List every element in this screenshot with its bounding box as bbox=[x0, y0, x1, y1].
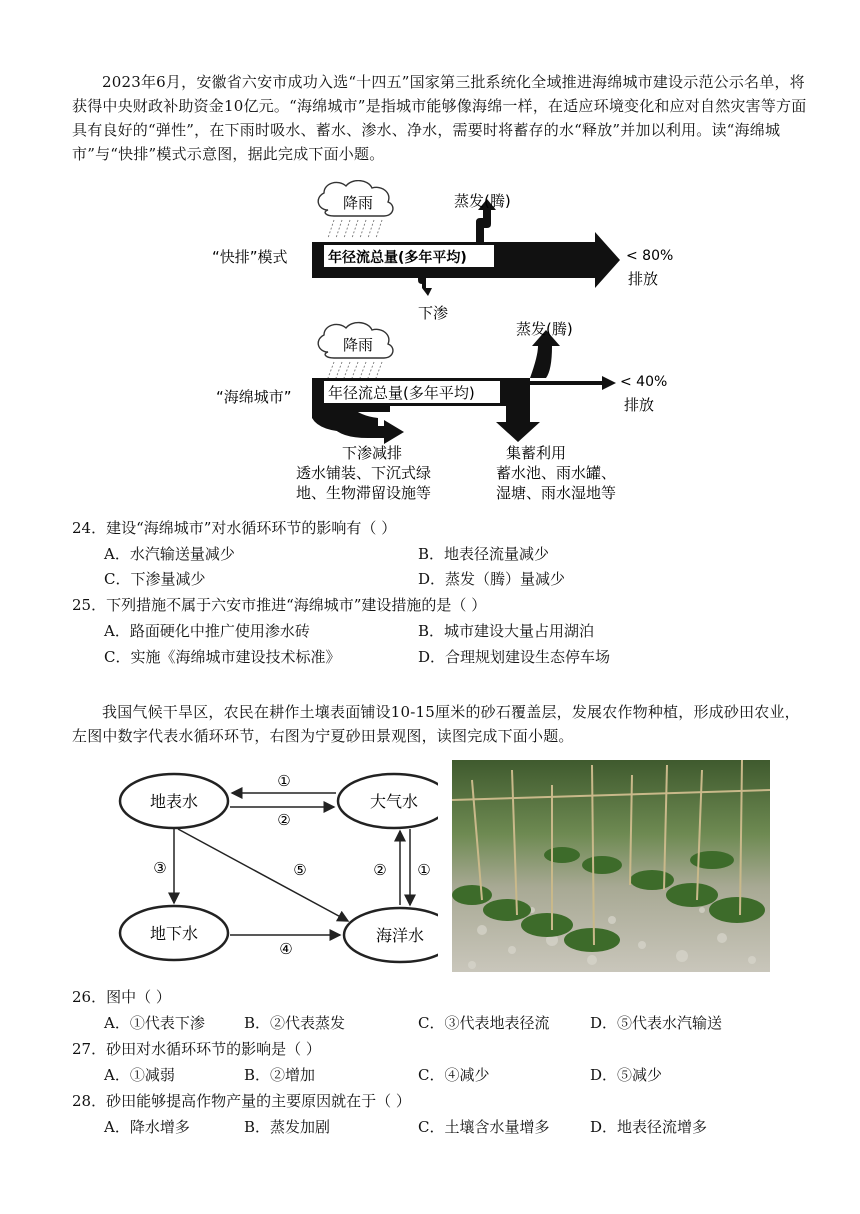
groundwater-label: 地下水 bbox=[149, 924, 199, 943]
infiltration-measures-line2: 地、生物滞留设施等 bbox=[296, 484, 432, 502]
discharge-label-sponge: 排放 bbox=[624, 396, 655, 414]
question-25-option-c[interactable]: C．实施《海绵城市建设技术标准》 bbox=[104, 648, 341, 666]
ocean-water-label: 海洋水 bbox=[375, 926, 425, 945]
percent-label-sponge: < 40% bbox=[620, 374, 668, 390]
question-27-stem: 27．砂田对水循环环节的影响是（ ） bbox=[72, 1040, 321, 1058]
fast-mode-label: “快排”模式 bbox=[212, 248, 288, 266]
rain-label-fast: 降雨 bbox=[342, 194, 374, 212]
evaporation-label-sponge: 蒸发(腾) bbox=[516, 320, 573, 338]
percent-label-fast: < 80% bbox=[626, 248, 674, 264]
step-2-label-right: ② bbox=[373, 861, 387, 879]
question-26-option-b[interactable]: B．②代表蒸发 bbox=[244, 1014, 346, 1032]
question-25-stem: 25．下列措施不属于六安市推进“海绵城市”建设措施的是（ ） bbox=[72, 596, 487, 614]
rain-label-sponge: 降雨 bbox=[342, 336, 374, 354]
question-28-option-d[interactable]: D．地表径流增多 bbox=[590, 1118, 708, 1136]
infiltration-measures-line1: 透水铺装、下沉式绿 bbox=[296, 464, 432, 482]
question-28-option-c[interactable]: C．土壤含水量增多 bbox=[418, 1118, 550, 1136]
question-26-option-c[interactable]: C．③代表地表径流 bbox=[418, 1014, 550, 1032]
evaporation-label-fast: 蒸发(腾) bbox=[454, 192, 511, 210]
question-27-option-c[interactable]: C．④减少 bbox=[418, 1066, 490, 1084]
step-3-label: ③ bbox=[153, 859, 167, 877]
annual-runoff-label-fast: 年径流总量(多年平均) bbox=[328, 250, 467, 266]
question-24-option-c[interactable]: C．下渗量减少 bbox=[104, 570, 206, 588]
storage-measures-line2: 湿塘、雨水湿地等 bbox=[496, 484, 617, 502]
step-1-label-top: ① bbox=[277, 772, 291, 790]
question-25-option-d[interactable]: D．合理规划建设生态停车场 bbox=[418, 648, 611, 666]
step-1-label-right: ① bbox=[417, 861, 431, 879]
question-28-option-b[interactable]: B．蒸发加剧 bbox=[244, 1118, 331, 1136]
annual-runoff-label-sponge: 年径流总量(多年平均) bbox=[328, 384, 475, 402]
infiltration-label-fast: 下渗 bbox=[418, 304, 449, 322]
question-25-option-a[interactable]: A．路面硬化中推广使用渗水砖 bbox=[104, 622, 310, 640]
step-4-label: ④ bbox=[279, 940, 293, 958]
step-5-label: ⑤ bbox=[293, 861, 307, 879]
question-27-option-a[interactable]: A．①减弱 bbox=[104, 1066, 175, 1084]
question-28-stem: 28．砂田能够提高作物产量的主要原因就在于（ ） bbox=[72, 1092, 411, 1110]
storage-title-sponge: 集蓄利用 bbox=[506, 444, 567, 462]
question-27-option-d[interactable]: D．⑤减少 bbox=[590, 1066, 663, 1084]
intro-paragraph-sand-field: 我国气候干旱区，农民在耕作土壤表面铺设10-15厘米的砂石覆盖层，发展农作物种植，形成砂田农业，左图中数字代表水循环环节，右图为宁夏砂田景观图，读图完成下面小题。 bbox=[72, 703, 800, 745]
question-28-option-a[interactable]: A．降水增多 bbox=[104, 1118, 190, 1136]
storage-measures-line1: 蓄水池、雨水罐、 bbox=[496, 464, 617, 482]
water-cycle-diagram bbox=[108, 765, 438, 975]
question-24-option-d[interactable]: D．蒸发（腾）量减少 bbox=[418, 570, 566, 588]
question-24-option-a[interactable]: A．水汽输送量减少 bbox=[104, 545, 235, 563]
question-24-stem: 24．建设“海绵城市”对水循环环节的影响有（ ） bbox=[72, 519, 397, 537]
discharge-label-fast: 排放 bbox=[628, 270, 659, 288]
surface-water-label: 地表水 bbox=[149, 792, 199, 811]
sand-field-photo bbox=[452, 760, 770, 972]
question-26-option-a[interactable]: A．①代表下渗 bbox=[104, 1014, 205, 1032]
infiltration-title-sponge: 下渗减排 bbox=[342, 444, 403, 462]
question-24-option-b[interactable]: B．地表径流量减少 bbox=[418, 545, 550, 563]
question-27-option-b[interactable]: B．②增加 bbox=[244, 1066, 316, 1084]
atmospheric-water-label: 大气水 bbox=[369, 792, 419, 811]
question-26-option-d[interactable]: D．⑤代表水汽输送 bbox=[590, 1014, 723, 1032]
sponge-city-mode-label: “海绵城市” bbox=[216, 388, 292, 406]
sponge-city-diagram bbox=[200, 180, 680, 505]
step-2-label-top: ② bbox=[277, 811, 291, 829]
intro-paragraph-sponge-city: 2023年6月，安徽省六安市成功入选“十四五”国家第三批系统化全域推进海绵城市建设示范公示名单，将获得中央财政补助资金10亿元。“海绵城市”是指城市能够像海绵一样，在适应环境变化和应对自然灾害等方面具有良好的“弹性”，在下雨时吸水、蓄水、渗水、净水，需要时将蓄存的水“释放”并加以利用。读“海绵城市”与“快排”模式示意图，据此完成下面小题。 bbox=[72, 73, 807, 163]
question-25-option-b[interactable]: B．城市建设大量占用湖泊 bbox=[418, 622, 595, 640]
question-26-stem: 26．图中（ ） bbox=[72, 988, 171, 1006]
